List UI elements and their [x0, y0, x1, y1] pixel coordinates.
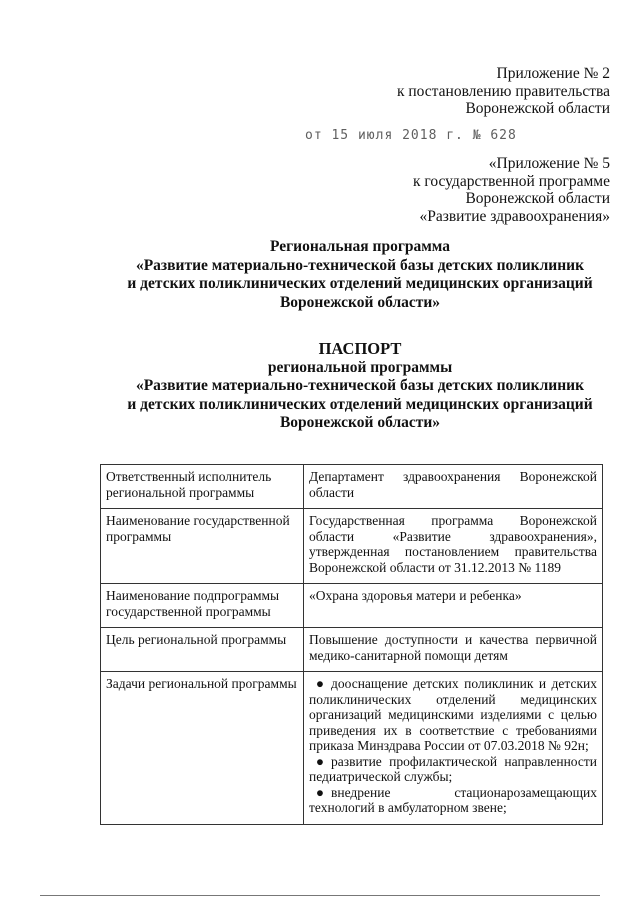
passport-title-line: региональной программы: [267, 358, 453, 376]
task-text: дооснащение детских поликлиник и детских поликлинических отделений медицинских организаций медицинскими изделиями с целью приведения их в соответствие с требованиями приказа Минздрава России от 07.03.2018 № 92н;: [309, 676, 597, 753]
list-item: [309, 754, 597, 785]
passport-table: [100, 464, 603, 825]
page-bottom-rule: [40, 895, 600, 896]
list-item: [309, 785, 597, 816]
appendix-5-line: Воронежской области: [465, 190, 610, 207]
appendix-5-line: к государственной программе: [412, 172, 610, 190]
row-label: Ответственный исполнитель региональной программы: [101, 465, 304, 509]
program-title-line: Региональная программа: [270, 238, 450, 255]
table-row: [101, 465, 603, 509]
appendix-2-header: [397, 65, 610, 118]
task-text: внедрение стационарозамещающих технологий в амбулаторном звене;: [309, 784, 597, 815]
table-row: [101, 628, 603, 672]
tasks-list: [304, 672, 603, 825]
date-number-stamp: от 15 июля 2018 г. № 628: [305, 128, 517, 143]
row-value: Департамент здравоохранения Воронежской области: [304, 465, 603, 509]
task-text: развитие профилактической направленности педиатрической службы;: [309, 753, 597, 784]
row-label: Цель региональной программы: [101, 628, 304, 672]
program-title-line: «Развитие материально-технической базы детских поликлиник: [135, 256, 585, 274]
passport-heading: ПАСПОРТ: [318, 339, 402, 358]
passport-title-line: Воронежской области»: [279, 414, 441, 431]
bullet-icon: ●: [315, 676, 325, 691]
bullet-icon: ●: [315, 784, 325, 800]
appendix-5-line: «Приложение № 5: [488, 155, 610, 172]
bullet-icon: ●: [315, 753, 325, 769]
row-value: «Охрана здоровья матери и ребенка»: [304, 584, 603, 628]
row-label: Наименование государственной программы: [101, 509, 304, 584]
row-value: Повышение доступности и качества первичной медико-санитарной помощи детям: [304, 628, 603, 672]
table-row: [101, 672, 603, 825]
row-value: Государственная программа Воронежской области «Развитие здравоохранения», утвержденная постановлением правительства Воронежской области от 31.12.2013 № 1189: [304, 509, 603, 584]
program-title: [100, 238, 620, 312]
appendix-5-header: [413, 155, 610, 225]
program-title-line: и детских поликлинических отделений медицинских организаций: [127, 275, 593, 292]
table-row: [101, 584, 603, 628]
passport-title-line: и детских поликлинических отделений медицинских организаций: [127, 395, 593, 413]
passport-title: [100, 340, 620, 433]
passport-title-line: «Развитие материально-технической базы детских поликлиник: [135, 377, 585, 394]
appendix-2-line: Приложение № 2: [496, 65, 610, 82]
appendix-2-line: Воронежской области: [465, 100, 610, 117]
row-label: Наименование подпрограммы государственной программы: [101, 584, 304, 628]
row-label: Задачи региональной программы: [101, 672, 304, 825]
appendix-2-line: к постановлению правительства: [396, 82, 610, 100]
table-row: [101, 509, 603, 584]
appendix-5-line: «Развитие здравоохранения»: [419, 207, 610, 225]
list-item: [309, 676, 597, 754]
program-title-line: Воронежской области»: [279, 293, 441, 311]
